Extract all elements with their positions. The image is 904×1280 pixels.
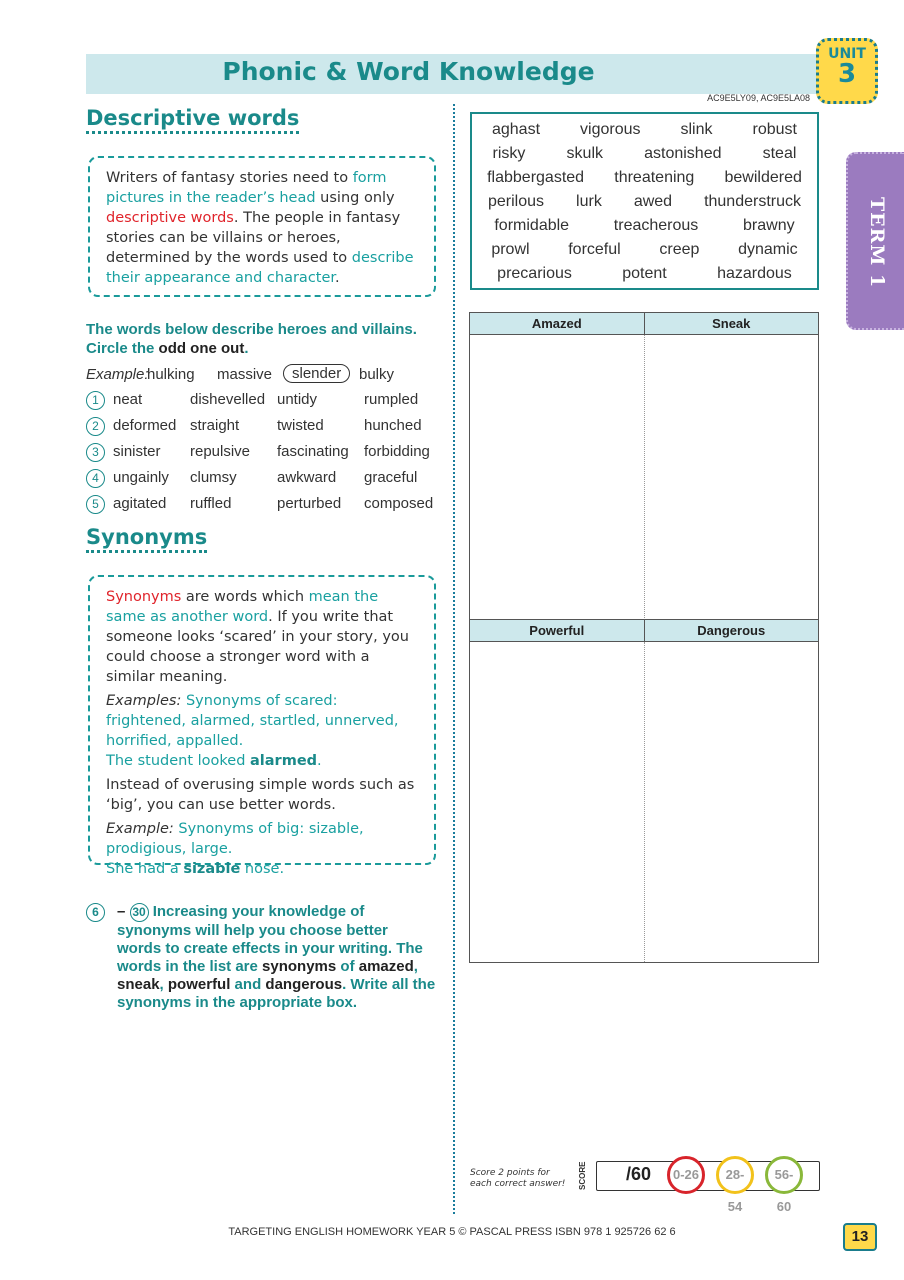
task-text xyxy=(86,903,436,1012)
question-number: 1 xyxy=(86,391,105,410)
example-text: Synonyms of big: sizable, prodigious, large. xyxy=(106,821,364,857)
answer-word[interactable]: forbidding xyxy=(364,443,430,460)
question-row-2 xyxy=(86,417,446,441)
score-note-line: Score 2 points for xyxy=(470,1168,550,1178)
answer-word[interactable]: ruffled xyxy=(190,495,232,512)
question-number: 6 xyxy=(86,903,105,922)
question-row-1 xyxy=(86,391,446,415)
answer-word[interactable]: deformed xyxy=(113,417,177,434)
score-band-mid: 28-54 xyxy=(716,1156,754,1194)
column-header-sneak: Sneak xyxy=(712,316,751,331)
question-number: 3 xyxy=(86,443,105,462)
category-word: sneak xyxy=(117,976,160,993)
answer-word[interactable]: neat xyxy=(113,391,143,408)
highlight-text: describe their appearance and character xyxy=(106,250,414,286)
list-word[interactable]: robust xyxy=(752,121,797,138)
answer-word[interactable]: straight xyxy=(190,417,240,434)
answer-word[interactable]: rumpled xyxy=(364,391,419,408)
highlight-text: form pictures in the reader’s head xyxy=(106,170,387,206)
question-row-3 xyxy=(86,443,446,467)
list-word[interactable]: precarious xyxy=(497,265,572,282)
list-word[interactable]: awed xyxy=(633,193,673,210)
instruction-bold: synonyms xyxy=(262,958,337,975)
unit-number: 3 xyxy=(837,59,857,89)
list-word[interactable]: skulk xyxy=(566,145,603,162)
list-word[interactable]: threatening xyxy=(614,169,695,186)
column-divider xyxy=(644,335,645,620)
table-header xyxy=(470,620,818,642)
answer-word[interactable]: graceful xyxy=(364,469,418,486)
list-word[interactable]: creep xyxy=(659,241,700,258)
question-number: 2 xyxy=(86,417,105,436)
list-word[interactable]: dynamic xyxy=(738,241,798,258)
synonyms-heading: Synonyms xyxy=(86,525,207,553)
info-text: . The people in fantasy stories can be villains or heroes, determined by the words used to xyxy=(106,210,401,266)
big-intro: Instead of overusing simple words such as ‘big’, you can use better words. xyxy=(106,777,415,813)
curriculum-codes: AC9E5LY09, AC9E5LA08 xyxy=(707,93,810,103)
list-word[interactable]: formidable xyxy=(494,217,570,234)
list-word[interactable]: flabbergasted xyxy=(487,169,585,186)
info-text: Writers of fantasy stories need to xyxy=(106,170,353,186)
category-word: powerful xyxy=(167,976,231,993)
info-text: are words which xyxy=(181,589,309,605)
list-word[interactable]: thunderstruck xyxy=(704,193,801,210)
highlight-text: mean the same as another word xyxy=(106,589,379,625)
big-example xyxy=(106,819,418,879)
info-text: . If you write that someone looks ‘scared’ in your story, you could choose a stronger word with a similar meaning. xyxy=(106,609,409,685)
instruction-text: . Write all the synonyms in the appropriate box. xyxy=(117,976,436,1011)
word: massive xyxy=(217,366,273,383)
list-word[interactable]: prowl xyxy=(491,241,530,258)
answer-word[interactable]: untidy xyxy=(277,391,318,408)
descriptive-words-heading: Descriptive words xyxy=(86,106,299,134)
list-word[interactable]: aghast xyxy=(491,121,541,138)
word-list-row xyxy=(472,241,817,259)
list-word[interactable]: hazardous xyxy=(717,265,792,282)
score-band-high: 56-60 xyxy=(765,1156,803,1194)
instruction-text: The words below describe heroes and villains. Circle the xyxy=(86,321,417,357)
instruction-text: , xyxy=(159,976,168,993)
page-title: Phonic & Word Knowledge xyxy=(222,57,595,86)
unit-badge xyxy=(816,38,878,104)
answer-word[interactable]: perturbed xyxy=(277,495,342,512)
word-list-row xyxy=(472,169,817,187)
instruction-text: of xyxy=(336,958,359,975)
example-label: Example: xyxy=(106,821,174,837)
column-divider xyxy=(453,104,455,1214)
example-text: Synonyms of scared: frightened, alarmed, startled, unnerved, horrified, appalled. xyxy=(106,693,399,749)
score-note xyxy=(470,1168,565,1190)
odd-one-out-instruction xyxy=(86,320,436,358)
score-label xyxy=(578,1158,594,1194)
task-instruction xyxy=(86,903,436,1012)
column-divider xyxy=(644,642,645,962)
list-word[interactable]: brawny xyxy=(743,217,795,234)
answer-word[interactable]: ungainly xyxy=(113,469,169,486)
example-label: Example: xyxy=(86,366,149,383)
list-word[interactable]: forceful xyxy=(568,241,621,258)
term-label: TERM 1 xyxy=(866,197,888,289)
list-word[interactable]: slink xyxy=(680,121,713,138)
table-header xyxy=(470,313,818,335)
word-list-row xyxy=(472,265,817,283)
score-label-text: SCORE xyxy=(578,1161,587,1191)
category-word: amazed xyxy=(358,958,414,975)
example-row xyxy=(86,366,446,390)
example-keyword: sizable xyxy=(183,861,241,877)
question-number: 30 xyxy=(130,903,149,922)
column-header-powerful: Powerful xyxy=(470,620,645,641)
answer-word[interactable]: sinister xyxy=(113,443,161,460)
instruction-text: and xyxy=(230,976,266,993)
list-word[interactable]: steal xyxy=(762,145,797,162)
example-sentence: . xyxy=(317,753,322,769)
list-word[interactable]: lurk xyxy=(576,193,602,210)
example-sentence: She had a xyxy=(106,861,184,877)
answer-word[interactable]: twisted xyxy=(277,417,324,434)
answer-word[interactable]: composed xyxy=(364,495,434,512)
descriptive-info-box xyxy=(88,156,436,297)
range-dash: – xyxy=(117,903,126,920)
term-tab xyxy=(846,152,904,330)
footer-text: TARGETING ENGLISH HOMEWORK YEAR 5 © PASCAL PRESS ISBN 978 1 925726 62 6 xyxy=(228,1226,676,1238)
word-list-row xyxy=(472,217,817,235)
info-text: . xyxy=(335,270,340,286)
keyword-text: Synonyms xyxy=(106,589,182,605)
list-word[interactable]: treacherous xyxy=(613,217,699,234)
list-word[interactable]: bewildered xyxy=(724,169,802,186)
list-word[interactable]: astonished xyxy=(644,145,722,162)
question-row-4 xyxy=(86,469,446,493)
instruction-bold: odd one out xyxy=(158,340,245,357)
list-word[interactable]: risky xyxy=(492,145,526,162)
word-list-row xyxy=(472,193,817,211)
score-band-low: 0-26 xyxy=(667,1156,705,1194)
answer-word[interactable]: dishevelled xyxy=(190,391,266,408)
answer-word[interactable]: hunched xyxy=(364,417,422,434)
question-range xyxy=(86,903,105,922)
column-header-amazed: Amazed xyxy=(470,313,645,334)
instruction-text: . xyxy=(244,340,249,357)
example-sentence: nose. xyxy=(240,861,285,877)
question-number: 4 xyxy=(86,469,105,488)
word-list-box xyxy=(470,112,819,290)
unit-label: UNIT xyxy=(828,46,866,62)
list-word[interactable]: potent xyxy=(622,265,667,282)
column-header-dangerous: Dangerous xyxy=(697,623,766,638)
answer-word[interactable]: clumsy xyxy=(190,469,237,486)
circled-word: slender xyxy=(283,364,350,383)
scared-example xyxy=(106,691,418,771)
example-sentence: The student looked xyxy=(106,753,251,769)
list-word[interactable]: perilous xyxy=(488,193,545,210)
info-text: using only xyxy=(315,190,395,206)
answer-word[interactable]: awkward xyxy=(277,469,337,486)
instruction-text: , xyxy=(413,958,418,975)
score-note-line: each correct answer! xyxy=(470,1179,566,1189)
question-number: 5 xyxy=(86,495,105,514)
word-list-row xyxy=(472,145,817,163)
list-word[interactable]: vigorous xyxy=(580,121,641,138)
answer-word[interactable]: repulsive xyxy=(190,443,251,460)
instruction-text: Increasing your knowledge of synonyms will help you choose better words to create effects in your writing. The words in the list are xyxy=(117,903,423,975)
word-list-row xyxy=(472,121,817,139)
keyword-text: descriptive words xyxy=(106,210,234,226)
answer-word[interactable]: agitated xyxy=(113,495,167,512)
question-row-5 xyxy=(86,495,446,519)
page-number: 13 xyxy=(843,1223,877,1251)
word: hulking xyxy=(147,366,195,383)
score-total: /60 xyxy=(626,1164,652,1184)
answer-table-top xyxy=(469,312,819,620)
example-keyword: alarmed xyxy=(250,753,318,769)
category-word: dangerous xyxy=(265,976,343,993)
example-label: Examples: xyxy=(106,693,182,709)
synonyms-definition xyxy=(106,587,418,687)
answer-word[interactable]: fascinating xyxy=(277,443,349,460)
word: bulky xyxy=(359,366,395,383)
synonyms-info-box xyxy=(88,575,436,877)
answer-table-bottom xyxy=(469,619,819,963)
